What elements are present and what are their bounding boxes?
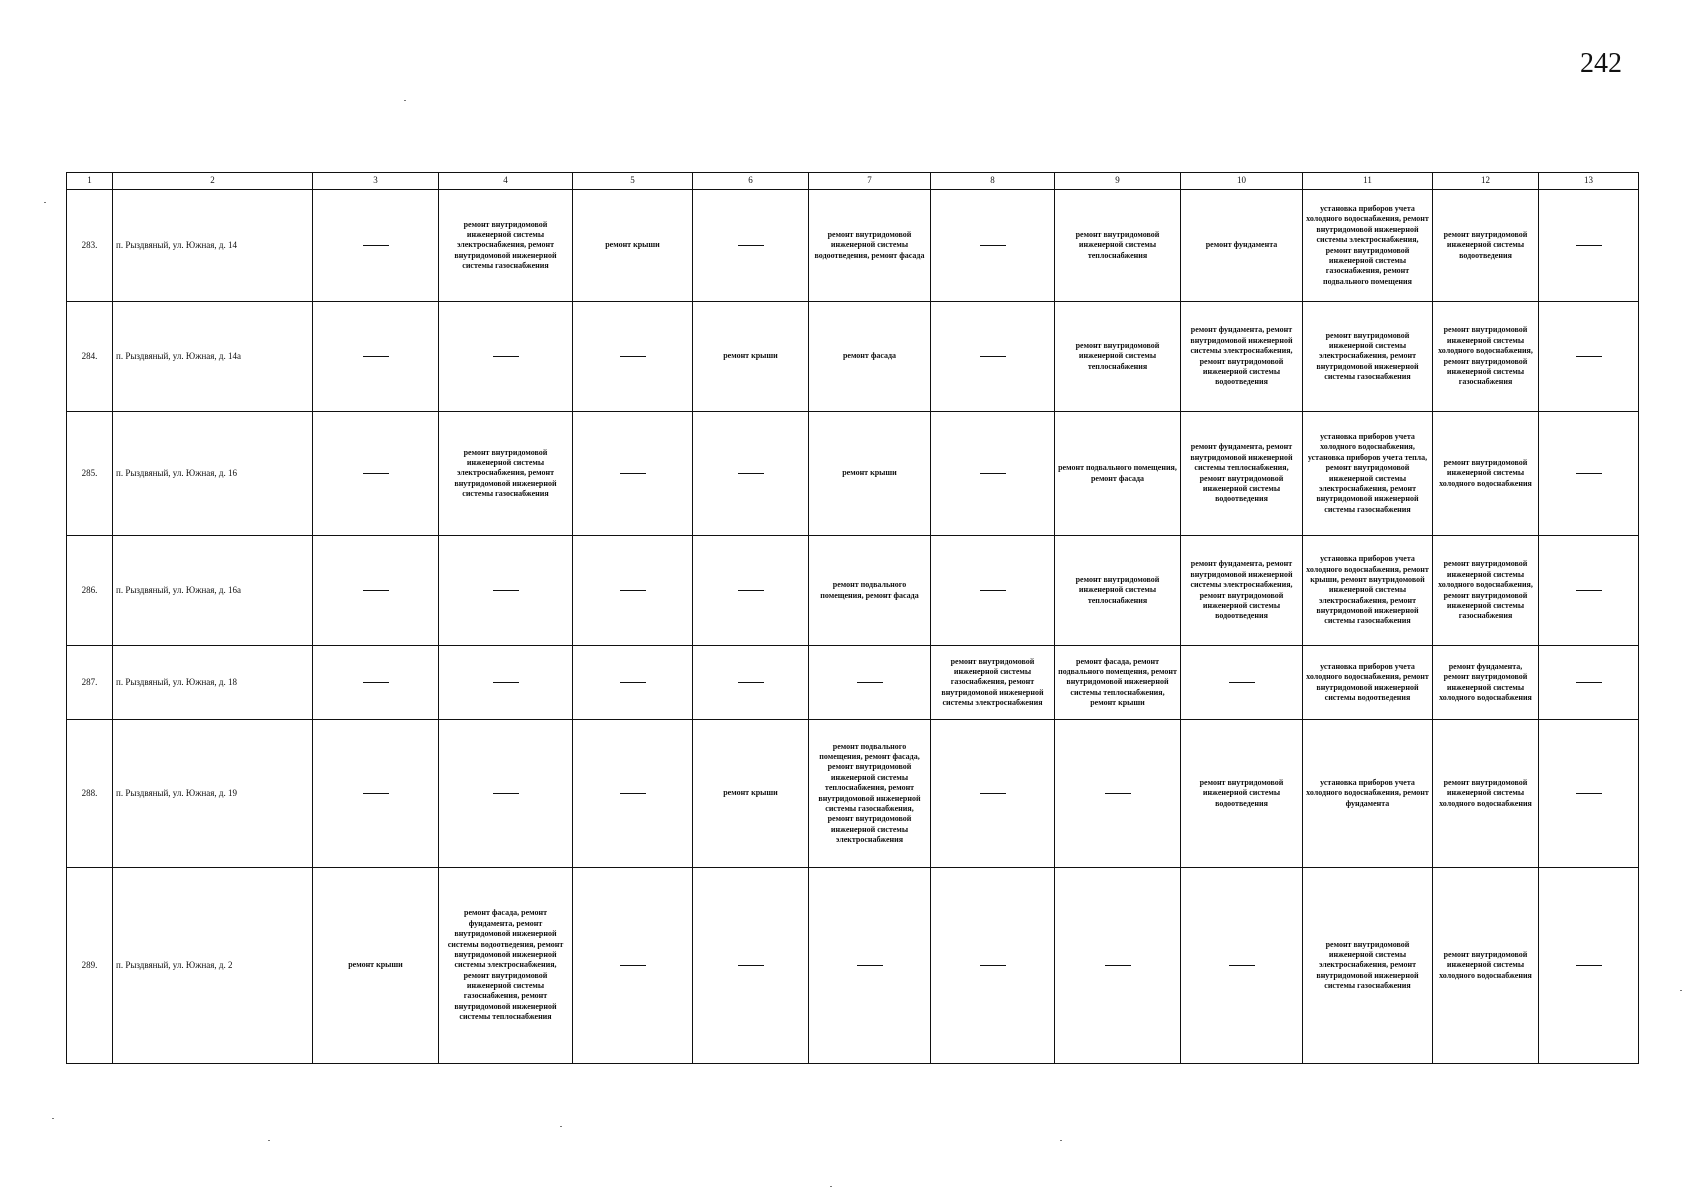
dash-mark [1576,356,1602,357]
scan-speck [268,1140,270,1141]
dash-mark [980,473,1006,474]
dash-mark [738,682,764,683]
row-number: 287. [67,646,113,720]
table-row [67,868,1639,1064]
column-header: 11 [1303,173,1433,190]
column-header: 4 [439,173,573,190]
empty-cell [573,302,693,412]
scan-speck [52,1118,54,1119]
column-header: 5 [573,173,693,190]
work-cell: ремонт фасада [809,302,931,412]
empty-cell [573,720,693,868]
empty-cell [931,190,1055,302]
empty-cell [573,536,693,646]
dash-mark [980,965,1006,966]
dash-mark [738,245,764,246]
address-cell: п. Рыздвяный, ул. Южная, д. 19 [113,720,313,868]
repair-schedule-table [66,172,1639,1064]
work-cell: ремонт фундамента, ремонт внутридомовой инженерной системы теплоснабжения, ремонт внутридомовой инженерной системы водоотведения [1181,412,1303,536]
work-cell: ремонт внутридомовой инженерной системы теплоснабжения [1055,302,1181,412]
work-cell: ремонт фундамента [1181,190,1303,302]
empty-cell [1539,412,1639,536]
scan-speck [560,1126,562,1127]
work-cell: установка приборов учета холодного водоснабжения, ремонт крыши, ремонт внутридомовой инженерной системы электроснабжения, ремонт внутридомовой инженерной системы газоснабжения [1303,536,1433,646]
column-header: 13 [1539,173,1639,190]
work-cell: ремонт внутридомовой инженерной системы электроснабжения, ремонт внутридомовой инженерной системы газоснабжения [439,190,573,302]
column-number-row [67,173,1639,190]
column-header: 6 [693,173,809,190]
row-number: 288. [67,720,113,868]
work-cell: ремонт внутридомовой инженерной системы теплоснабжения [1055,536,1181,646]
column-header: 1 [67,173,113,190]
empty-cell [931,720,1055,868]
dash-mark [980,356,1006,357]
dash-mark [1576,473,1602,474]
row-number: 286. [67,536,113,646]
empty-cell [1181,646,1303,720]
dash-mark [857,682,883,683]
column-header: 9 [1055,173,1181,190]
dash-mark [620,473,646,474]
work-cell: ремонт внутридомовой инженерной системы водоотведения, ремонт фасада [809,190,931,302]
dash-mark [620,965,646,966]
work-cell: ремонт крыши [573,190,693,302]
dash-mark [738,965,764,966]
scan-speck [404,100,406,101]
work-cell: ремонт подвального помещения, ремонт фасада [1055,412,1181,536]
dash-mark [620,590,646,591]
empty-cell [573,646,693,720]
empty-cell [573,868,693,1064]
dash-mark [363,682,389,683]
dash-mark [1576,245,1602,246]
work-cell: ремонт внутридомовой инженерной системы газоснабжения, ремонт внутридомовой инженерной системы электроснабжения [931,646,1055,720]
work-cell: ремонт крыши [313,868,439,1064]
address-cell: п. Рыздвяный, ул. Южная, д. 14 [113,190,313,302]
empty-cell [439,646,573,720]
work-cell: ремонт фасада, ремонт подвального помещения, ремонт внутридомовой инженерной системы теплоснабжения, ремонт крыши [1055,646,1181,720]
work-cell: ремонт внутридомовой инженерной системы электроснабжения, ремонт внутридомовой инженерной системы газоснабжения [1303,868,1433,1064]
empty-cell [313,536,439,646]
empty-cell [573,412,693,536]
work-cell: ремонт внутридомовой инженерной системы холодного водоснабжения, ремонт внутридомовой инженерной системы газоснабжения [1433,302,1539,412]
table-row [67,536,1639,646]
scan-speck [1060,1140,1062,1141]
empty-cell [1181,868,1303,1064]
dash-mark [1576,793,1602,794]
dash-mark [738,473,764,474]
empty-cell [1539,190,1639,302]
address-cell: п. Рыздвяный, ул. Южная, д. 14а [113,302,313,412]
work-cell: ремонт крыши [693,720,809,868]
empty-cell [931,868,1055,1064]
column-header: 2 [113,173,313,190]
address-cell: п. Рыздвяный, ул. Южная, д. 16 [113,412,313,536]
empty-cell [931,302,1055,412]
work-cell: установка приборов учета холодного водоснабжения, ремонт внутридомовой инженерной системы водоотведения [1303,646,1433,720]
work-cell: ремонт крыши [809,412,931,536]
empty-cell [1539,868,1639,1064]
empty-cell [439,536,573,646]
work-cell: ремонт внутридомовой инженерной системы холодного водоснабжения [1433,412,1539,536]
dash-mark [363,793,389,794]
dash-mark [1229,965,1255,966]
work-cell: ремонт фундамента, ремонт внутридомовой инженерной системы холодного водоснабжения [1433,646,1539,720]
dash-mark [1576,682,1602,683]
dash-mark [493,682,519,683]
empty-cell [931,412,1055,536]
page-number: 242 [1580,48,1622,79]
table-row [67,190,1639,302]
empty-cell [313,720,439,868]
empty-cell [313,412,439,536]
column-header: 12 [1433,173,1539,190]
dash-mark [1576,590,1602,591]
work-cell: установка приборов учета холодного водоснабжения, ремонт внутридомовой инженерной системы электроснабжения, ремонт внутридомовой инженерной системы газоснабжения, ремонт подвального помещения [1303,190,1433,302]
dash-mark [620,356,646,357]
work-cell: ремонт внутридомовой инженерной системы электроснабжения, ремонт внутридомовой инженерной системы газоснабжения [439,412,573,536]
empty-cell [693,646,809,720]
dash-mark [980,793,1006,794]
empty-cell [693,536,809,646]
column-header: 3 [313,173,439,190]
column-header: 8 [931,173,1055,190]
empty-cell [439,302,573,412]
table-row [67,302,1639,412]
empty-cell [1539,302,1639,412]
dash-mark [980,590,1006,591]
table-body [67,190,1639,1064]
dash-mark [363,473,389,474]
empty-cell [313,190,439,302]
empty-cell [931,536,1055,646]
dash-mark [493,356,519,357]
table-row [67,720,1639,868]
address-cell: п. Рыздвяный, ул. Южная, д. 16а [113,536,313,646]
column-header: 7 [809,173,931,190]
empty-cell [1539,720,1639,868]
dash-mark [1576,965,1602,966]
dash-mark [980,245,1006,246]
work-cell: ремонт внутридомовой инженерной системы водоотведения [1181,720,1303,868]
empty-cell [1539,646,1639,720]
dash-mark [620,793,646,794]
work-cell: ремонт подвального помещения, ремонт фасада, ремонт внутридомовой инженерной системы теплоснабжения, ремонт внутридомовой инженерной системы газоснабжения, ремонт внутридомовой инженерной системы электроснабжения [809,720,931,868]
table-row [67,412,1639,536]
dash-mark [620,682,646,683]
empty-cell [439,720,573,868]
work-cell: ремонт внутридомовой инженерной системы водоотведения [1433,190,1539,302]
dash-mark [857,965,883,966]
address-cell: п. Рыздвяный, ул. Южная, д. 18 [113,646,313,720]
work-cell: ремонт подвального помещения, ремонт фасада [809,536,931,646]
work-cell: ремонт фундамента, ремонт внутридомовой инженерной системы электроснабжения, ремонт внутридомовой инженерной системы водоотведения [1181,302,1303,412]
empty-cell [313,302,439,412]
work-cell: ремонт фасада, ремонт фундамента, ремонт внутридомовой инженерной системы водоотведения, ремонт внутридомовой инженерной системы электроснабжения, ремонт внутридомовой инженерной системы газоснабжения, ремонт внутридомовой инженерной системы теплоснабжения [439,868,573,1064]
work-cell: ремонт внутридомовой инженерной системы холодного водоснабжения, ремонт внутридомовой инженерной системы газоснабжения [1433,536,1539,646]
work-cell: ремонт фундамента, ремонт внутридомовой инженерной системы электроснабжения, ремонт внутридомовой инженерной системы водоотведения [1181,536,1303,646]
dash-mark [363,245,389,246]
dash-mark [363,590,389,591]
address-cell: п. Рыздвяный, ул. Южная, д. 2 [113,868,313,1064]
work-cell: ремонт внутридомовой инженерной системы холодного водоснабжения [1433,868,1539,1064]
scan-speck [1680,990,1682,991]
dash-mark [1105,965,1131,966]
empty-cell [1055,868,1181,1064]
work-cell: ремонт внутридомовой инженерной системы электроснабжения, ремонт внутридомовой инженерной системы газоснабжения [1303,302,1433,412]
empty-cell [1539,536,1639,646]
dash-mark [493,793,519,794]
work-cell: установка приборов учета холодного водоснабжения, ремонт фундамента [1303,720,1433,868]
scan-speck [44,202,46,203]
dash-mark [1229,682,1255,683]
table-row [67,646,1639,720]
dash-mark [493,590,519,591]
row-number: 289. [67,868,113,1064]
dash-mark [1105,793,1131,794]
empty-cell [693,412,809,536]
work-cell: ремонт крыши [693,302,809,412]
empty-cell [809,646,931,720]
row-number: 283. [67,190,113,302]
work-cell: установка приборов учета холодного водоснабжения, установка приборов учета тепла, ремонт внутридомовой инженерной системы электроснабжения, ремонт внутридомовой инженерной системы газоснабжения [1303,412,1433,536]
dash-mark [738,590,764,591]
empty-cell [693,868,809,1064]
work-cell: ремонт внутридомовой инженерной системы холодного водоснабжения [1433,720,1539,868]
column-header: 10 [1181,173,1303,190]
row-number: 285. [67,412,113,536]
empty-cell [693,190,809,302]
empty-cell [809,868,931,1064]
scan-speck [830,1186,832,1187]
empty-cell [313,646,439,720]
row-number: 284. [67,302,113,412]
empty-cell [1055,720,1181,868]
work-cell: ремонт внутридомовой инженерной системы теплоснабжения [1055,190,1181,302]
dash-mark [363,356,389,357]
